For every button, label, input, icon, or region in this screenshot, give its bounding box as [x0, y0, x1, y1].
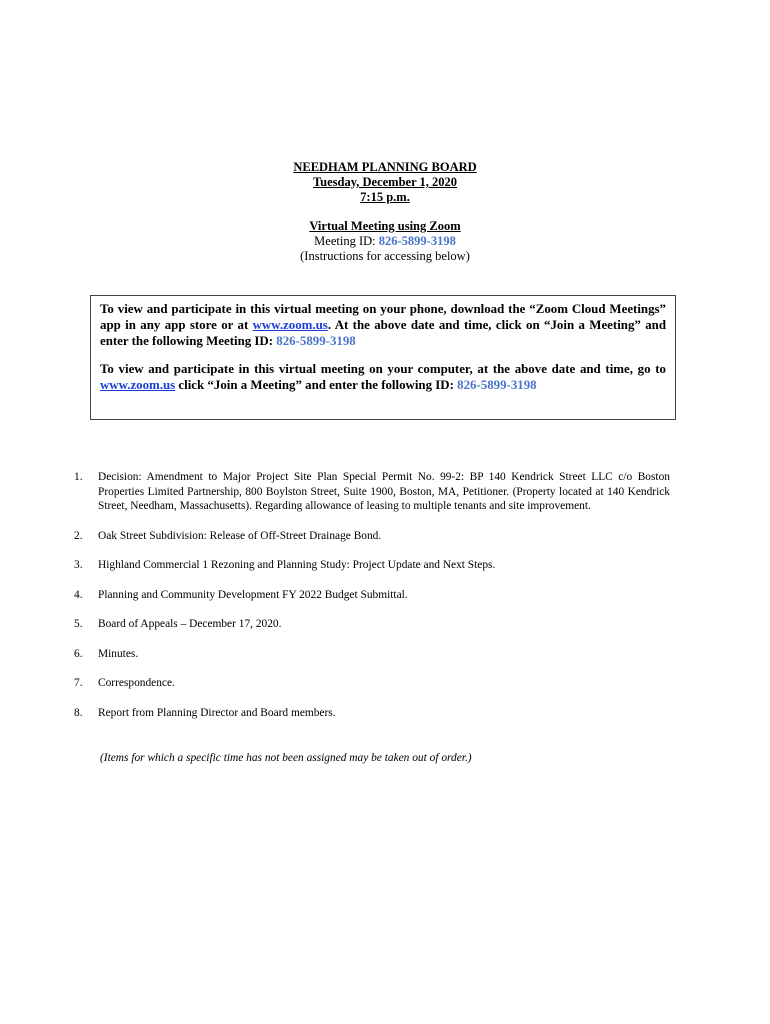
item-text: Planning and Community Development FY 2022 Budget Submittal. [98, 588, 408, 601]
item-number: 2. [74, 529, 83, 542]
zoom-link-computer[interactable]: www.zoom.us [100, 378, 176, 392]
computer-meeting-id: 826-5899-3198 [457, 378, 537, 392]
item-text: Decision: Amendment to Major Project Site Plan Special Permit No. 99-2: BP 140 Kendrick Street LLC c/o Boston Properties Limited Partnership, 800 Boylston Street, Suite 1900, Boston, MA, Petitioner. (Property located at 140 Kendrick Street, Needham, Massachusetts). Regarding allowance of leasing to multiple tenants and site improvement. [98, 471, 670, 512]
instructions-box [90, 295, 676, 420]
phone-text-b: . At the above date and time, click on “Join a Meeting” and enter the following Meeting ID: [100, 318, 666, 348]
meeting-time: 7:15 p.m. [360, 190, 410, 204]
list-item [74, 588, 670, 603]
item-text: Oak Street Subdivision: Release of Off-Street Drainage Bond. [98, 529, 382, 542]
item-number: 6. [74, 647, 83, 660]
computer-text-b: click “Join a Meeting” and enter the following ID: [175, 378, 458, 392]
phone-text-a: To view and participate in this virtual meeting on your phone, download the “Zoom Cloud Meetings” app in any app store or at [100, 302, 666, 332]
list-item [74, 676, 670, 691]
list-item [74, 529, 670, 544]
meeting-date: Tuesday, December 1, 2020 [312, 175, 458, 189]
meeting-header [0, 160, 770, 264]
list-item [74, 470, 670, 514]
instructions-note: (Instructions for accessing below) [300, 249, 470, 263]
meeting-id: 826-5899-3198 [378, 234, 456, 248]
item-text: Board of Appeals – December 17, 2020. [98, 618, 282, 630]
meeting-id-line [0, 234, 770, 249]
computer-text-a: To view and participate in this virtual meeting on your computer, at the above date and time, go to [100, 362, 666, 376]
item-number: 5. [74, 618, 83, 630]
order-note: (Items for which a specific time has not been assigned may be taken out of order.) [100, 752, 472, 764]
item-text: Correspondence. [98, 677, 175, 689]
agenda-list [74, 470, 670, 735]
item-number: 8. [74, 706, 83, 719]
zoom-link-phone[interactable]: www.zoom.us [252, 318, 328, 332]
item-text: Report from Planning Director and Board members. [98, 706, 336, 719]
computer-instructions [100, 361, 666, 393]
list-item [74, 706, 670, 721]
item-number: 7. [74, 677, 83, 689]
item-text: Minutes. [98, 647, 139, 660]
item-number: 3. [74, 559, 83, 571]
list-item [74, 558, 670, 573]
list-item [74, 617, 670, 632]
virtual-meeting-title: Virtual Meeting using Zoom [309, 219, 461, 233]
board-name: NEEDHAM PLANNING BOARD [293, 160, 477, 174]
phone-meeting-id: 826-5899-3198 [276, 334, 356, 348]
item-number: 4. [74, 588, 83, 601]
phone-instructions [100, 301, 666, 349]
item-number: 1. [74, 471, 83, 483]
item-text: Highland Commercial 1 Rezoning and Planning Study: Project Update and Next Steps. [98, 559, 496, 571]
list-item [74, 647, 670, 662]
meeting-id-label: Meeting ID: [314, 234, 379, 248]
